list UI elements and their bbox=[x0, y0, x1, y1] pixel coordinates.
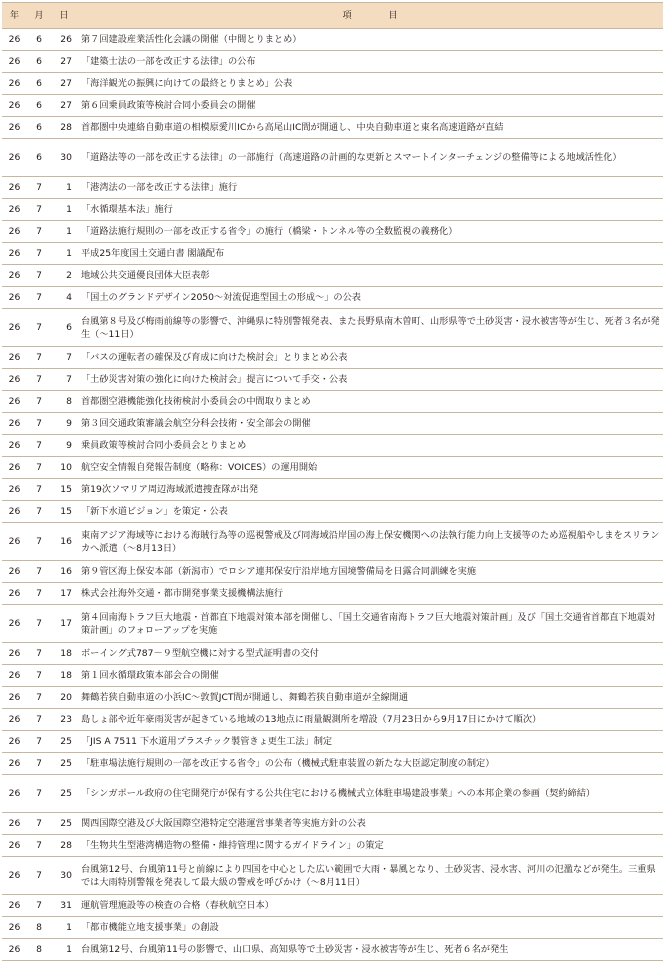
month-cell: 8 bbox=[27, 939, 51, 961]
month-cell: 7 bbox=[27, 775, 51, 813]
year-cell: 26 bbox=[2, 139, 27, 177]
item-cell: 「土砂災害対策の強化に向けた検討会」提言について手交・公表 bbox=[77, 369, 663, 391]
month-cell: 6 bbox=[27, 29, 51, 51]
month-cell: 7 bbox=[27, 347, 51, 369]
table-row bbox=[2, 479, 663, 501]
month-cell: 7 bbox=[27, 287, 51, 309]
month-cell: 6 bbox=[27, 73, 51, 95]
month-cell: 7 bbox=[27, 643, 51, 665]
day-cell: 9 bbox=[51, 413, 77, 435]
table-row bbox=[2, 435, 663, 457]
table-body bbox=[2, 29, 663, 961]
day-cell: 20 bbox=[51, 687, 77, 709]
table-row bbox=[2, 139, 663, 177]
item-cell: 「道路法施行規則の一部を改正する省令」の施行（橋梁・トンネル等の全数監視の義務化） bbox=[77, 221, 663, 243]
year-cell: 26 bbox=[2, 583, 27, 605]
year-cell: 26 bbox=[2, 709, 27, 731]
month-cell: 7 bbox=[27, 895, 51, 917]
item-cell: 「海洋観光の振興に向けての最終とりまとめ」公表 bbox=[77, 73, 663, 95]
table-row bbox=[2, 29, 663, 51]
item-cell: 「駐車場法施行規則の一部を改正する省令」の公布（機械式駐車装置の新たな大臣認定制度の制定） bbox=[77, 753, 663, 775]
table-row bbox=[2, 221, 663, 243]
day-cell: 28 bbox=[51, 117, 77, 139]
year-cell: 26 bbox=[2, 479, 27, 501]
day-cell: 25 bbox=[51, 753, 77, 775]
month-cell: 6 bbox=[27, 139, 51, 177]
table-row bbox=[2, 413, 663, 435]
day-cell: 27 bbox=[51, 51, 77, 73]
year-cell: 26 bbox=[2, 95, 27, 117]
month-cell: 7 bbox=[27, 413, 51, 435]
year-cell: 26 bbox=[2, 287, 27, 309]
day-cell: 31 bbox=[51, 895, 77, 917]
month-cell: 7 bbox=[27, 687, 51, 709]
day-header: 日 bbox=[51, 3, 77, 29]
item-cell: 「新下水道ビジョン」を策定・公表 bbox=[77, 501, 663, 523]
month-cell: 7 bbox=[27, 709, 51, 731]
item-cell: 第４回南海トラフ巨大地震・首都直下地震対策本部を開催し、「国土交通省南海トラフ巨大地震対策計画」及び「国土交通省首都直下地震対策計画」のフォローアップを実施 bbox=[77, 605, 663, 643]
table-row bbox=[2, 457, 663, 479]
day-cell: 30 bbox=[51, 857, 77, 895]
year-cell: 26 bbox=[2, 369, 27, 391]
item-cell: 「バスの運転者の確保及び育成に向けた検討会」とりまとめ公表 bbox=[77, 347, 663, 369]
table-row bbox=[2, 665, 663, 687]
year-cell: 26 bbox=[2, 753, 27, 775]
year-cell: 26 bbox=[2, 413, 27, 435]
year-cell: 26 bbox=[2, 857, 27, 895]
day-cell: 1 bbox=[51, 221, 77, 243]
table-row bbox=[2, 583, 663, 605]
table-row bbox=[2, 917, 663, 939]
month-cell: 7 bbox=[27, 369, 51, 391]
year-cell: 26 bbox=[2, 391, 27, 413]
year-cell: 26 bbox=[2, 309, 27, 347]
table-row bbox=[2, 199, 663, 221]
month-cell: 7 bbox=[27, 753, 51, 775]
month-cell: 7 bbox=[27, 731, 51, 753]
table-row bbox=[2, 243, 663, 265]
item-cell: 第３回交通政策審議会航空分科会技術・安全部会の開催 bbox=[77, 413, 663, 435]
table-row bbox=[2, 73, 663, 95]
month-cell: 6 bbox=[27, 95, 51, 117]
item-cell: 運航管理施設等の検査の合格（春秋航空日本） bbox=[77, 895, 663, 917]
item-cell: 「都市機能立地支援事業」の創設 bbox=[77, 917, 663, 939]
table-row bbox=[2, 687, 663, 709]
table-row bbox=[2, 895, 663, 917]
day-cell: 27 bbox=[51, 73, 77, 95]
table-row bbox=[2, 347, 663, 369]
table-row bbox=[2, 835, 663, 857]
table-row bbox=[2, 561, 663, 583]
item-cell: 「建築士法の一部を改正する法律」の公布 bbox=[77, 51, 663, 73]
item-cell: 第６回乗員政策等検討合同小委員会の開催 bbox=[77, 95, 663, 117]
year-cell: 26 bbox=[2, 347, 27, 369]
day-cell: 1 bbox=[51, 939, 77, 961]
day-cell: 7 bbox=[51, 369, 77, 391]
item-cell: 乗員政策等検討合同小委員会とりまとめ bbox=[77, 435, 663, 457]
year-cell: 26 bbox=[2, 939, 27, 961]
table-row bbox=[2, 265, 663, 287]
year-cell: 26 bbox=[2, 835, 27, 857]
table-row bbox=[2, 813, 663, 835]
item-cell: 「国土のグランドデザイン2050～対流促進型国土の形成～」の公表 bbox=[77, 287, 663, 309]
item-cell: 「水循環基本法」施行 bbox=[77, 199, 663, 221]
year-cell: 26 bbox=[2, 199, 27, 221]
item-cell: 株式会社海外交通・都市開発事業支援機構法施行 bbox=[77, 583, 663, 605]
month-cell: 7 bbox=[27, 177, 51, 199]
table-row bbox=[2, 177, 663, 199]
year-cell: 26 bbox=[2, 221, 27, 243]
day-cell: 9 bbox=[51, 435, 77, 457]
item-header: 項 目 bbox=[77, 3, 663, 29]
day-cell: 15 bbox=[51, 501, 77, 523]
day-cell: 25 bbox=[51, 731, 77, 753]
month-cell: 8 bbox=[27, 917, 51, 939]
month-cell: 7 bbox=[27, 391, 51, 413]
header-row bbox=[2, 3, 663, 29]
day-cell: 30 bbox=[51, 139, 77, 177]
month-cell: 7 bbox=[27, 857, 51, 895]
table-row bbox=[2, 523, 663, 561]
year-cell: 26 bbox=[2, 457, 27, 479]
item-cell: 地域公共交通優良団体大臣表彰 bbox=[77, 265, 663, 287]
item-cell: 台風第12号、台風第11号の影響で、山口県、高知県等で土砂災害・浸水被害等が生じ、死者６名が発生 bbox=[77, 939, 663, 961]
table-row bbox=[2, 309, 663, 347]
day-cell: 18 bbox=[51, 643, 77, 665]
year-cell: 26 bbox=[2, 643, 27, 665]
day-cell: 15 bbox=[51, 479, 77, 501]
table-row bbox=[2, 753, 663, 775]
day-cell: 25 bbox=[51, 775, 77, 813]
month-cell: 7 bbox=[27, 221, 51, 243]
table-row bbox=[2, 731, 663, 753]
table-row bbox=[2, 369, 663, 391]
year-cell: 26 bbox=[2, 895, 27, 917]
item-cell: 「生物共生型港湾構造物の整備・維持管理に関するガイドライン」の策定 bbox=[77, 835, 663, 857]
item-cell: 首都圏中央連絡自動車道の相模原愛川ICから高尾山IC間が開通し、中央自動車道と東名高速道路が直結 bbox=[77, 117, 663, 139]
item-cell: ボーイング式787－９型航空機に対する型式証明書の交付 bbox=[77, 643, 663, 665]
item-cell: 「シンガポール政府の住宅開発庁が保有する公共住宅における機械式立体駐車場建設事業」への本邦企業の参画（契約締結） bbox=[77, 775, 663, 813]
item-cell: 第７回建設産業活性化会議の開催（中間とりまとめ） bbox=[77, 29, 663, 51]
day-cell: 16 bbox=[51, 561, 77, 583]
month-cell: 7 bbox=[27, 479, 51, 501]
day-cell: 17 bbox=[51, 583, 77, 605]
month-cell: 6 bbox=[27, 117, 51, 139]
year-cell: 26 bbox=[2, 665, 27, 687]
day-cell: 16 bbox=[51, 523, 77, 561]
item-cell: 首都圏空港機能強化技術検討小委員会の中間取りまとめ bbox=[77, 391, 663, 413]
day-cell: 17 bbox=[51, 605, 77, 643]
day-cell: 2 bbox=[51, 265, 77, 287]
item-cell: 「道路法等の一部を改正する法律」の一部施行（高速道路の計画的な更新とスマートインターチェンジの整備等による地域活性化） bbox=[77, 139, 663, 177]
year-cell: 26 bbox=[2, 561, 27, 583]
month-cell: 7 bbox=[27, 435, 51, 457]
day-cell: 1 bbox=[51, 917, 77, 939]
month-cell: 7 bbox=[27, 501, 51, 523]
day-cell: 4 bbox=[51, 287, 77, 309]
item-cell: 「港湾法の一部を改正する法律」施行 bbox=[77, 177, 663, 199]
table-row bbox=[2, 857, 663, 895]
table-row bbox=[2, 501, 663, 523]
month-cell: 7 bbox=[27, 199, 51, 221]
item-cell: 第19次ソマリア周辺海域派遣捜査隊が出発 bbox=[77, 479, 663, 501]
month-header: 月 bbox=[27, 3, 51, 29]
item-cell: 第１回水循環政策本部会合の開催 bbox=[77, 665, 663, 687]
day-cell: 1 bbox=[51, 243, 77, 265]
day-cell: 6 bbox=[51, 309, 77, 347]
day-cell: 1 bbox=[51, 199, 77, 221]
month-cell: 6 bbox=[27, 51, 51, 73]
table-row bbox=[2, 95, 663, 117]
month-cell: 7 bbox=[27, 243, 51, 265]
month-cell: 7 bbox=[27, 309, 51, 347]
year-header: 年 bbox=[2, 3, 27, 29]
month-cell: 7 bbox=[27, 813, 51, 835]
item-cell: 東南アジア海域等における海賊行為等の巡視警戒及び同海域沿岸国の海上保安機関への法執行能力向上支援等のため巡視船やしまをスリランカへ派遣（～8月13日） bbox=[77, 523, 663, 561]
day-cell: 18 bbox=[51, 665, 77, 687]
item-cell: 平成25年度国土交通白書 閣議配布 bbox=[77, 243, 663, 265]
year-cell: 26 bbox=[2, 265, 27, 287]
table-row bbox=[2, 643, 663, 665]
month-cell: 7 bbox=[27, 265, 51, 287]
day-cell: 28 bbox=[51, 835, 77, 857]
day-cell: 27 bbox=[51, 95, 77, 117]
year-cell: 26 bbox=[2, 243, 27, 265]
year-cell: 26 bbox=[2, 177, 27, 199]
year-cell: 26 bbox=[2, 435, 27, 457]
year-cell: 26 bbox=[2, 813, 27, 835]
item-cell: 第９管区海上保安本部（新潟市）でロシア連邦保安庁沿岸地方国境警備局を日露合同訓練を実施 bbox=[77, 561, 663, 583]
day-cell: 26 bbox=[51, 29, 77, 51]
year-cell: 26 bbox=[2, 51, 27, 73]
item-cell: 関西国際空港及び大阪国際空港特定空港運営事業者等実施方針の公表 bbox=[77, 813, 663, 835]
month-cell: 7 bbox=[27, 835, 51, 857]
month-cell: 7 bbox=[27, 665, 51, 687]
table-row bbox=[2, 117, 663, 139]
year-cell: 26 bbox=[2, 917, 27, 939]
day-cell: 7 bbox=[51, 347, 77, 369]
item-cell: 台風第８号及び梅雨前線等の影響で、沖縄県に特別警報発表、また長野県南木曽町、山形県等で土砂災害・浸水被害等が生じ、死者３名が発生（～11日） bbox=[77, 309, 663, 347]
year-cell: 26 bbox=[2, 687, 27, 709]
day-cell: 10 bbox=[51, 457, 77, 479]
item-cell: 舞鶴若狭自動車道の小浜IC～敦賀JCT間が開通し、舞鶴若狭自動車道が全線開通 bbox=[77, 687, 663, 709]
table-row bbox=[2, 939, 663, 961]
table-row bbox=[2, 51, 663, 73]
month-cell: 7 bbox=[27, 583, 51, 605]
item-cell: 航空安全情報自発報告制度（略称：VOICES）の運用開始 bbox=[77, 457, 663, 479]
year-cell: 26 bbox=[2, 731, 27, 753]
day-cell: 1 bbox=[51, 177, 77, 199]
year-cell: 26 bbox=[2, 117, 27, 139]
year-cell: 26 bbox=[2, 73, 27, 95]
table-row bbox=[2, 775, 663, 813]
day-cell: 25 bbox=[51, 813, 77, 835]
item-cell: 「JIS A 7511 下水道用プラスチック製管きょ更生工法」制定 bbox=[77, 731, 663, 753]
year-cell: 26 bbox=[2, 29, 27, 51]
item-cell: 台風第12号、台風第11号と前線により四国を中心とした広い範囲で大雨・暴風となり、土砂災害、浸水害、河川の氾濫などが発生。三重県では大雨特別警報を発表して最大級の警戒を呼びかけ（～8月11日） bbox=[77, 857, 663, 895]
item-cell: 島しょ部や近年豪雨災害が起きている地域の13地点に雨量観測所を増設（7月23日から9月17日にかけて順次） bbox=[77, 709, 663, 731]
table-row bbox=[2, 709, 663, 731]
month-cell: 7 bbox=[27, 561, 51, 583]
year-cell: 26 bbox=[2, 605, 27, 643]
day-cell: 23 bbox=[51, 709, 77, 731]
year-cell: 26 bbox=[2, 501, 27, 523]
year-cell: 26 bbox=[2, 523, 27, 561]
month-cell: 7 bbox=[27, 457, 51, 479]
year-cell: 26 bbox=[2, 775, 27, 813]
table-row bbox=[2, 391, 663, 413]
chronology-table bbox=[2, 2, 663, 961]
month-cell: 7 bbox=[27, 523, 51, 561]
month-cell: 7 bbox=[27, 605, 51, 643]
table-row bbox=[2, 605, 663, 643]
table-row bbox=[2, 287, 663, 309]
day-cell: 8 bbox=[51, 391, 77, 413]
